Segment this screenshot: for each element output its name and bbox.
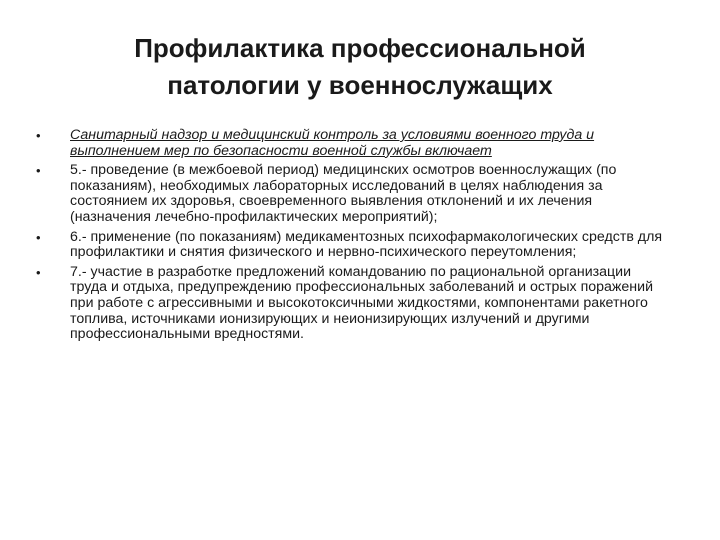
title-line-2: патологии у военнослужащих <box>167 70 553 100</box>
slide-title <box>60 30 660 104</box>
bullet-item-7 <box>36 265 666 343</box>
bullet-item-intro <box>36 128 666 159</box>
bullet-text: 5.- проведение (в межбоевой период) медицинских осмотров военнослужащих (по показаниям), необходимых лабораторных исследований в целях наблюдения за состоянием их здоровья, своевременного выявления отклонений и их лечения (назначения лечебно-профилактических мероприятий); <box>70 162 617 225</box>
bullet-dot-icon: • <box>36 163 41 179</box>
bullet-text: Санитарный надзор и медицинский контроль за условиями военного труда и выполнением мер по безопасности военной службы включает <box>70 127 595 159</box>
bullet-item-5 <box>36 163 666 225</box>
bullet-dot-icon: • <box>36 229 41 245</box>
bullet-list <box>36 128 666 347</box>
bullet-dot-icon: • <box>36 264 41 280</box>
bullet-item-6 <box>36 230 666 261</box>
bullet-text: 6.- применение (по показаниям) медикаментозных психофармакологических средств для профилактики и снятия физического и нервно-психического переутомления; <box>70 228 663 261</box>
title-line-1: Профилактика профессиональной <box>134 33 586 63</box>
bullet-dot-icon: • <box>36 128 41 143</box>
bullet-text: 7.- участие в разработке предложений командованию по рациональной организации труда и отдыха, предупреждению профессиональных заболеваний и острых поражений при работе с агрессивными и высокотоксичными жидкостями, компонентами ракетного топлива, источниками ионизирующих и неионизирующих излучений и другими профессиональными вредностями. <box>70 263 653 343</box>
